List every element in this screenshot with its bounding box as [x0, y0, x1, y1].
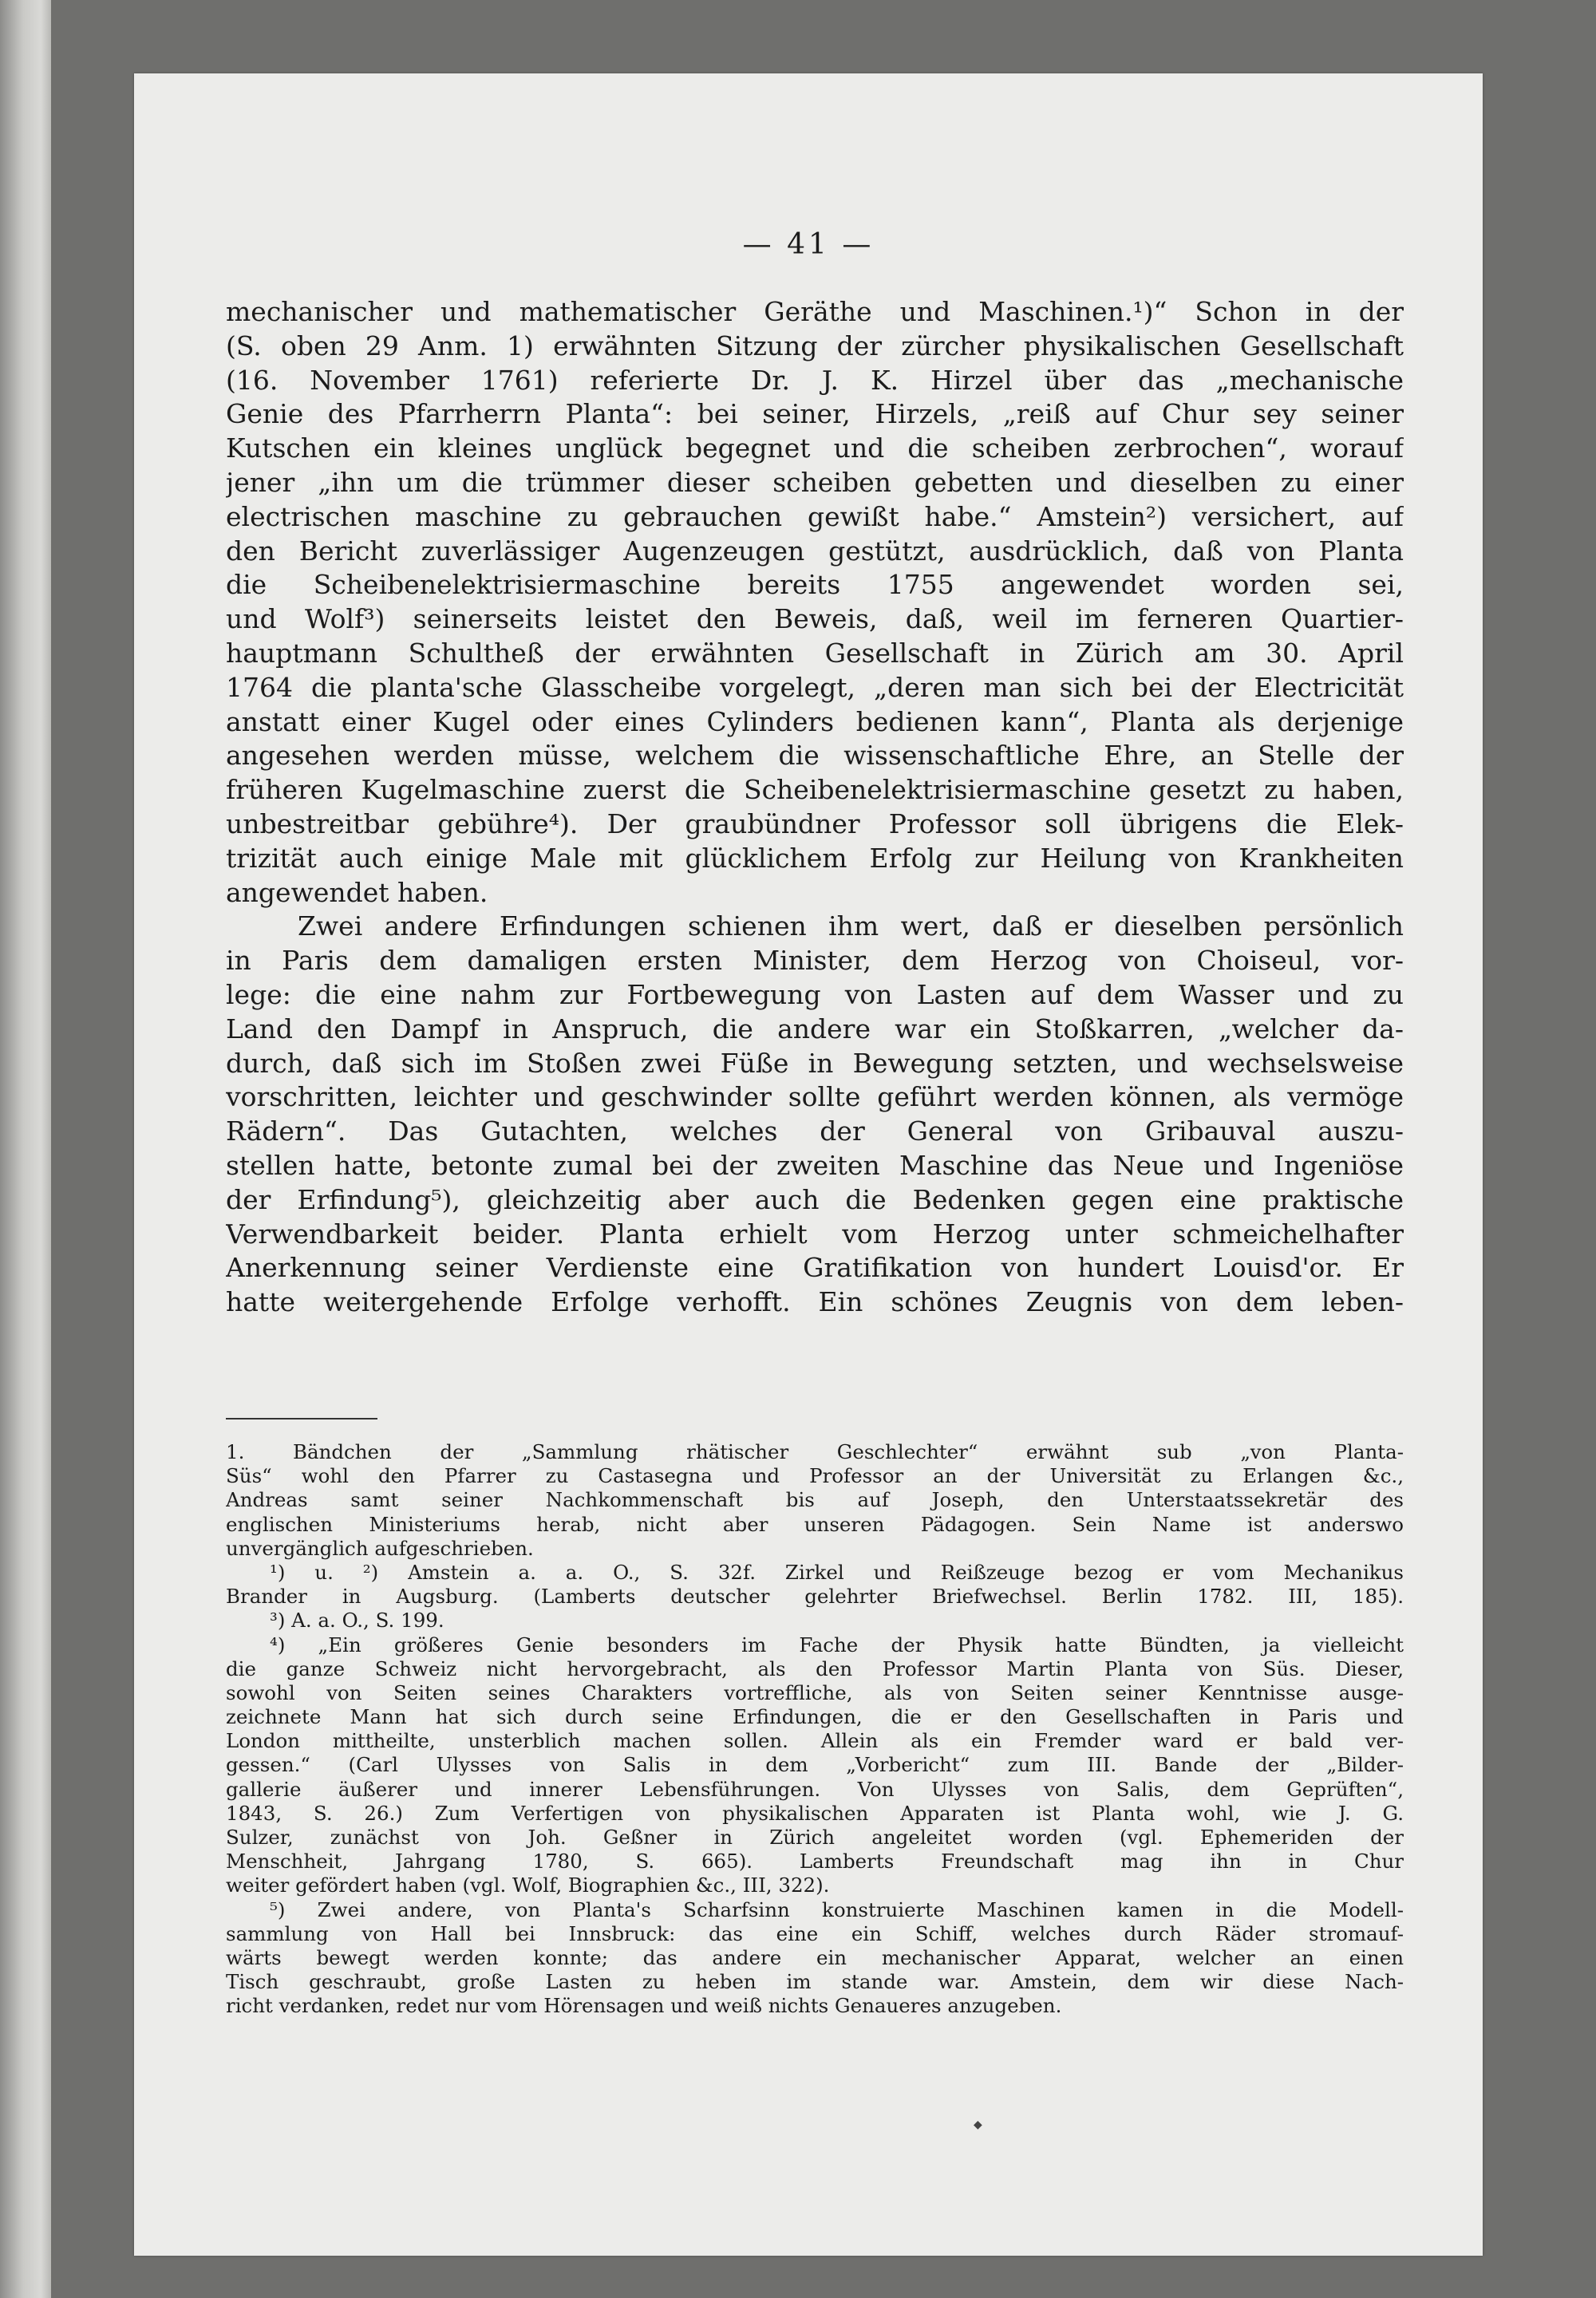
footnote-line: ⁴) „Ein größeres Genie besonders im Fache der Physik hatte Bündten, ja vielleicht [270, 1633, 1404, 1656]
text-line: Anerkennung seiner Verdienste eine Gratifikation von hundert Louisd'or. Er [226, 1252, 1404, 1284]
text-line: Kutschen ein kleines unglück begegnet und die scheiben zerbrochen“, worauf [226, 432, 1404, 464]
text-line: mechanischer und mathematischer Geräthe und Maschinen.¹)“ Schon in der [226, 296, 1404, 327]
text-line: der Erfindung⁵), gleichzeitig aber auch die Bedenken gegen eine praktische [226, 1183, 1404, 1215]
footnote-divider [226, 1418, 377, 1419]
footnotes [226, 1440, 1404, 2019]
paragraph-start: Zwei andere Erfindungen schienen ihm wert, daß er dieselben persönlich [298, 910, 1404, 942]
text-line: vorschritten, leichter und geschwinder sollte geführt werden können, als vermöge [226, 1081, 1404, 1113]
text-line: hauptmann Schultheß der erwähnten Gesellschaft in Zürich am 30. April [226, 637, 1404, 669]
text-line: den Bericht zuverlässiger Augenzeugen gestützt, ausdrücklich, daß von Planta [226, 535, 1404, 567]
text-line: durch, daß sich im Stoßen zwei Füße in Bewegung setzten, und wechselsweise [226, 1047, 1404, 1079]
footnote-line: richt verdanken, redet nur vom Hörensagen und weiß nichts Genaueres anzugeben. [226, 1994, 1062, 2018]
footnote-line: Menschheit, Jahrgang 1780, S. 665). Lamberts Freundschaft mag ihn in Chur [226, 1850, 1404, 1874]
footnote-line: englischen Ministeriums herab, nicht aber unseren Pädagogen. Sein Name ist anderswo [226, 1512, 1404, 1536]
footnote-line: wärts bewegt werden konnte; das andere ein mechanischer Apparat, welcher an einen [226, 1945, 1404, 1969]
footnote-line: ⁵) Zwei andere, von Planta's Scharfsinn konstruierte Maschinen kamen in die Modell- [270, 1897, 1404, 1921]
main-text [226, 295, 1404, 1320]
footnote-line: Andreas samt seiner Nachkommenschaft bis auf Joseph, den Unterstaatssekretär des [226, 1488, 1404, 1512]
footnote-line: Sulzer, zunächst von Joh. Geßner in Zürich angeleitet worden (vgl. Ephemeriden der [226, 1826, 1404, 1849]
text-line: in Paris dem damaligen ersten Minister, dem Herzog von Choiseul, vor- [226, 945, 1404, 977]
footnote-line: unvergänglich aufgeschrieben. [226, 1536, 534, 1560]
ink-speck: ◆ [974, 2118, 982, 2131]
text-line: (16. November 1761) referierte Dr. J. K. Hirzel über das „mechanische [226, 364, 1404, 396]
text-line: hatte weitergehende Erfolge verhofft. Ein schönes Zeugnis von dem leben- [226, 1286, 1404, 1318]
text-line: angesehen werden müsse, welchem die wissenschaftliche Ehre, an Stelle der [226, 740, 1404, 772]
footnote-line: 1. Bändchen der „Sammlung rhätischer Geschlechter“ erwähnt sub „von Planta- [226, 1440, 1404, 1463]
footnote-line: die ganze Schweiz nicht hervorgebracht, als den Professor Martin Planta von Süs. Dieser, [226, 1656, 1404, 1680]
book-page [134, 73, 1483, 2256]
page-number: — 41 — [742, 228, 875, 261]
footnote-line: 1843, S. 26.) Zum Verfertigen von physikalischen Apparaten ist Planta wohl, wie J. G. [226, 1801, 1404, 1825]
text-line: (S. oben 29 Anm. 1) erwähnten Sitzung der zürcher physikalischen Gesellschaft [226, 330, 1404, 361]
footnote-line: sowohl von Seiten seines Charakters vortreffliche, als von Seiten seiner Kenntnisse ausge- [226, 1680, 1404, 1704]
text-line: Genie des Pfarrherrn Planta“: bei seiner, Hirzels, „reiß auf Chur sey seiner [226, 398, 1404, 430]
footnote-line: gallerie äußerer und innerer Lebensführungen. Von Ulysses von Salis, dem Geprüften“, [226, 1777, 1404, 1801]
footnote-line: ¹) u. ²) Amstein a. a. O., S. 32f. Zirkel und Reißzeuge bezog er vom Mechanikus [270, 1560, 1404, 1584]
footnote-line: weiter gefördert haben (vgl. Wolf, Biographien &c., III, 322). [226, 1874, 830, 1897]
footnote-line: sammlung von Hall bei Innsbruck: das eine ein Schiff, welches durch Räder stromauf- [226, 1921, 1404, 1945]
adjacent-page-edge [0, 0, 51, 2298]
footnote-line: Süs“ wohl den Pfarrer zu Castasegna und Professor an der Universität zu Erlangen &c., [226, 1464, 1404, 1488]
text-line: früheren Kugelmaschine zuerst die Scheibenelektrisiermaschine gesetzt zu haben, [226, 774, 1404, 806]
text-line: Rädern“. Das Gutachten, welches der General von Gribauval auszu- [226, 1115, 1404, 1147]
text-line: unbestreitbar gebühre⁴). Der graubündner Professor soll übrigens die Elek- [226, 807, 1404, 839]
footnote-line: Tisch geschraubt, große Lasten zu heben im stande war. Amstein, dem wir diese Nach- [226, 1970, 1404, 1994]
text-line: die Scheibenelektrisiermaschine bereits 1755 angewendet worden sei, [226, 569, 1404, 601]
text-line: anstatt einer Kugel oder eines Cylinders bedienen kann“, Planta als derjenige [226, 705, 1404, 737]
text-line: trizität auch einige Male mit glücklichem Erfolg zur Heilung von Krankheiten [226, 842, 1404, 874]
text-line: Land den Dampf in Anspruch, die andere war ein Stoßkarren, „welcher da- [226, 1013, 1404, 1044]
footnote-line: ³) A. a. O., S. 199. [270, 1609, 444, 1633]
footnote-line: London mittheilte, unsterblich machen sollen. Allein als ein Fremder ward er bald ver- [226, 1729, 1404, 1753]
text-line: lege: die eine nahm zur Fortbewegung von Lasten auf dem Wasser und zu [226, 978, 1404, 1010]
footnote-line: Brander in Augsburg. (Lamberts deutscher gelehrter Briefwechsel. Berlin 1782. III, 185). [226, 1585, 1404, 1609]
text-line: stellen hatte, betonte zumal bei der zweiten Maschine das Neue und Ingeniöse [226, 1149, 1404, 1181]
text-line: und Wolf³) seinerseits leistet den Beweis, daß, weil im ferneren Quartier- [226, 603, 1404, 635]
footnote-line: zeichnete Mann hat sich durch seine Erfindungen, die er den Gesellschaften in Paris und [226, 1705, 1404, 1729]
text-line: 1764 die planta'sche Glasscheibe vorgelegt, „deren man sich bei der Electricität [226, 671, 1404, 703]
footnote-line: gessen.“ (Carl Ulysses von Salis in dem „Vorbericht“ zum III. Bande der „Bilder- [226, 1753, 1404, 1777]
text-line: electrischen maschine zu gebrauchen gewißt habe.“ Amstein²) versichert, auf [226, 500, 1404, 532]
text-line: Verwendbarkeit beider. Planta erhielt vom Herzog unter schmeichelhafter [226, 1218, 1404, 1250]
text-line: angewendet haben. [226, 876, 488, 908]
text-line: jener „ihn um die trümmer dieser scheiben gebetten und dieselben zu einer [226, 466, 1404, 498]
